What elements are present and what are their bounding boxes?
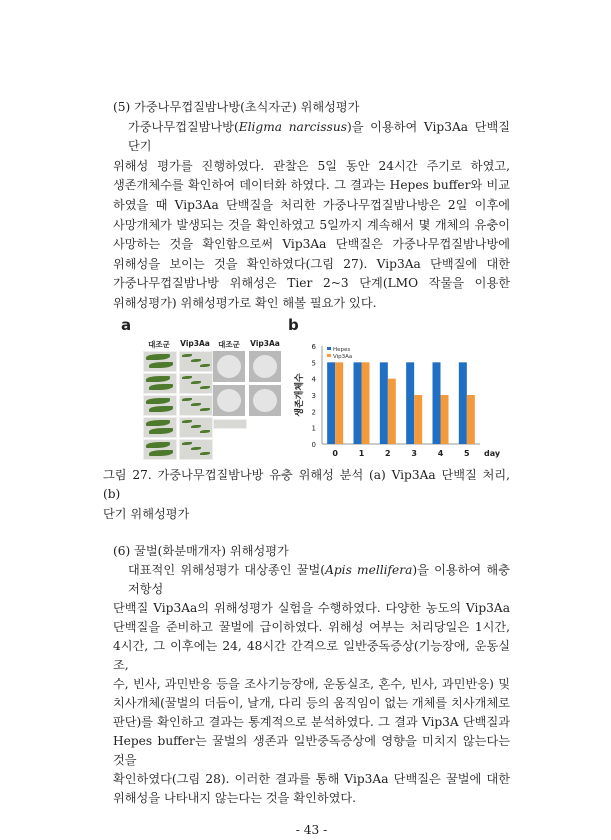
species-name: Apis mellifera — [325, 563, 413, 578]
leaf — [149, 362, 173, 368]
y-axis-label: 생존개체수 — [295, 372, 305, 417]
text: )을 이용하여 해충저항성 — [128, 563, 510, 597]
leaf-photo — [179, 439, 213, 460]
y-tick-label: 3 — [311, 391, 316, 400]
bar-vip3aa-day-5 — [467, 395, 475, 444]
petri-dish-photo — [213, 351, 245, 382]
leaf — [191, 381, 201, 384]
section-6-line-2: 단백질 Vip3Aa의 위해성평가 실험을 수행하였다. 다양한 농도의 Vip3Aa — [113, 601, 510, 616]
section-6-line-4: 4시간, 그 이후에는 24, 48시간 간격으로 일반중독증상(기능장애, 운동실조, — [113, 639, 510, 673]
leaf — [182, 420, 192, 423]
leaf — [191, 359, 201, 362]
section-6-line-10: 위해성을 나타내지 않는다는 것을 확인하였다. — [113, 791, 357, 806]
legend-label: Vip3Aa — [333, 353, 353, 360]
section-6-line-5: 수, 빈사, 과민반응 등을 조사기능장애, 운동실조, 혼수, 빈사, 과민반응) 및 — [113, 677, 510, 692]
section-5-line-6: 사망하는 것을 확인함으로써 Vip3Aa 단백질은 가중나무껍질밤나방에 — [113, 237, 510, 252]
leaf — [149, 428, 173, 434]
bar-hepes-day-2 — [380, 362, 388, 444]
leaf-photo — [179, 395, 213, 416]
section-5-line-1 — [113, 118, 510, 157]
leaf-photo — [143, 351, 177, 372]
x-axis-label: day — [484, 448, 501, 458]
leaf — [149, 384, 173, 390]
section-6 — [113, 542, 510, 808]
panel-b-label: b — [288, 315, 299, 334]
y-tick-label: 6 — [311, 342, 316, 351]
x-tick-label: 3 — [411, 448, 417, 458]
leaf — [200, 430, 210, 433]
leaf — [182, 398, 192, 401]
bar-hepes-day-4 — [433, 362, 441, 444]
text: 대표적인 위해성평가 대상종인 꿀벌( — [128, 563, 326, 578]
bar-vip3aa-day-1 — [362, 362, 370, 444]
section-5-line-4: 하였을 때 Vip3Aa 단백질을 처리한 가중나무껍질밤나방은 2일 이후에 — [113, 197, 510, 212]
leaf — [182, 442, 192, 445]
y-tick-label: 0 — [311, 440, 316, 449]
panel-a-label: a — [121, 315, 132, 334]
leaf — [149, 406, 173, 412]
section-5-line-7: 위해성을 보이는 것을 확인하였다(그림 27). Vip3Aa 단백질에 대한 — [113, 256, 510, 271]
leaf — [182, 376, 192, 379]
leaf — [146, 376, 170, 382]
section-5-line-3: 생존개체수를 확인하여 데이터화 하였다. 그 결과는 Hepes buffer와 비교 — [113, 178, 510, 193]
leaf — [146, 398, 170, 404]
figure-27 — [113, 314, 510, 466]
leaf-photo — [179, 351, 213, 372]
text: )을 이용하여 Vip3Aa 단백질 단기 — [128, 119, 511, 154]
bar-hepes-day-1 — [354, 362, 362, 444]
leaf — [146, 442, 170, 448]
leaf — [191, 403, 201, 406]
x-tick-label: 5 — [464, 448, 470, 458]
larva-photo — [213, 419, 247, 429]
y-tick-label: 1 — [311, 424, 316, 433]
legend-swatch — [327, 354, 331, 357]
section-6-line-9: 확인하였다(그림 28). 이러한 결과를 통해 Vip3Aa 단백질은 꿀벌에 대한 — [113, 772, 510, 787]
bar-vip3aa-day-0 — [335, 362, 343, 444]
section-5 — [113, 98, 510, 314]
section-5-line-8: 가중나무껍질밤나방 위해성은 Tier 2~3 단계(LMO 작물을 이용한 — [113, 276, 510, 291]
leaf — [149, 450, 173, 456]
section-6-line-6: 치사개체(꿀벌의 더듬이, 날개, 다리 등의 움직임이 없는 개체를 치사개체로 — [113, 696, 510, 711]
y-tick-label: 2 — [311, 407, 316, 416]
leaf — [200, 408, 210, 411]
petri-dish-photo — [213, 385, 245, 416]
leaf — [146, 354, 170, 360]
bar-hepes-day-3 — [406, 362, 414, 444]
legend-swatch — [327, 347, 331, 350]
figure-27-caption-line-1: 그림 27. 가중나무껍질밤나방 유충 위해성 분석 (a) Vip3Aa 단백질 처리, (b) — [103, 467, 510, 502]
survival-bar-chart — [290, 336, 505, 466]
leaf — [200, 386, 210, 389]
section-5-line-9: 위해성평가) 위해성평가로 확인 해볼 필요가 있다. — [113, 295, 377, 310]
photo-header-control-1: 대조군 — [148, 339, 170, 349]
leaf — [191, 425, 201, 428]
x-tick-label: 2 — [385, 448, 391, 458]
y-tick-label: 4 — [311, 375, 316, 384]
y-tick-label: 5 — [311, 358, 316, 367]
bar-vip3aa-day-2 — [388, 378, 396, 443]
petri-dish-photo — [249, 385, 281, 416]
section-6-heading: (6) 꿀벌(화분매개자) 위해성평가 — [113, 544, 289, 559]
leaf — [191, 447, 201, 450]
petri-dish-photo — [249, 351, 281, 382]
leaf-photo — [179, 417, 213, 438]
leaf-photo — [143, 395, 177, 416]
legend-label: Hepes — [333, 346, 351, 353]
species-name: Eligma narcissus — [238, 119, 347, 134]
leaf — [200, 364, 210, 367]
bar-vip3aa-day-4 — [441, 395, 449, 444]
section-6-line-7: 판단)를 확인하고 결과는 통계적으로 분석하였다. 그 결과 Vip3A 단백질과 — [113, 715, 510, 730]
leaf-photo — [179, 373, 213, 394]
section-6-line-3: 단백질을 준비하고 꿀벌에 급이하였다. 위해성 여부는 처리당일은 1시간, — [113, 620, 510, 635]
photo-header-vip3aa-2: Vip3Aa — [250, 338, 280, 348]
page-number: - 43 - — [295, 823, 328, 838]
figure-27-caption-line-2: 단기 위해성평가 — [103, 506, 190, 521]
bar-vip3aa-day-3 — [414, 395, 422, 444]
x-tick-label: 4 — [437, 448, 444, 458]
leaf-photo — [143, 373, 177, 394]
section-5-heading: (5) 가중나무껍질밤나방(초식자군) 위해성평가 — [113, 100, 360, 114]
section-5-line-5: 사망개체가 발생되는 것을 확인하였고 5일까지 계속해서 몇 개체의 유충이 — [113, 217, 510, 232]
section-6-line-8: Hepes buffer는 꿀벌의 생존과 일반중독증상에 영향을 미치지 않는다는 것을 — [113, 734, 510, 768]
document-page — [103, 98, 511, 838]
section-6-line-1 — [113, 561, 510, 599]
x-tick-label: 0 — [332, 448, 338, 458]
bar-hepes-day-5 — [459, 362, 467, 444]
bar-hepes-day-0 — [327, 362, 335, 444]
leaf — [182, 354, 192, 357]
x-tick-label: 1 — [358, 448, 365, 458]
text: 가중나무껍질밤나방( — [128, 119, 239, 134]
leaf — [200, 452, 210, 455]
leaf-photo — [143, 417, 177, 438]
leaf-photo — [143, 439, 177, 460]
photo-header-vip3aa-1: Vip3Aa — [180, 338, 210, 348]
section-5-line-2: 위해성 평가를 진행하였다. 관찰은 5일 동안 24시간 주기로 하였고, — [113, 158, 510, 173]
photo-header-control-2: 대조군 — [218, 339, 240, 349]
leaf — [146, 420, 170, 426]
